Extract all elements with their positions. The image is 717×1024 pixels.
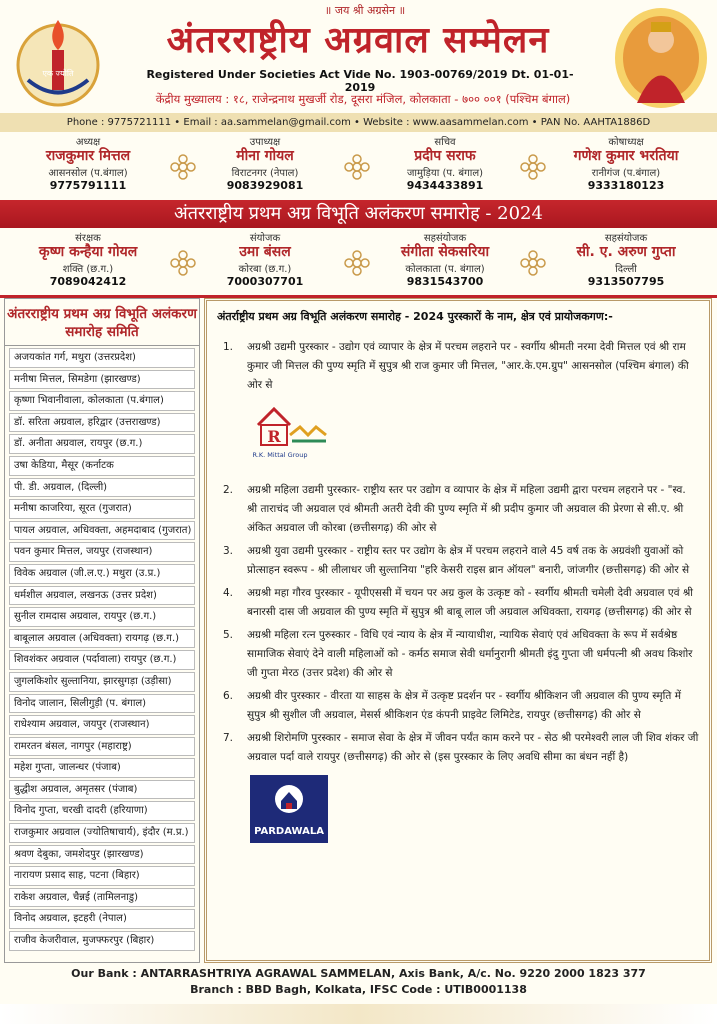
committee-member: शिवशंकर अग्रवाल (पर्दावाला) रायपुर (छ.ग.)	[9, 650, 195, 670]
svg-text:R.K. Mittal Group: R.K. Mittal Group	[252, 451, 308, 459]
agrasen-portrait	[612, 8, 710, 113]
contact-bar: Phone : 9775721111 • Email : aa.sammelan@gmail.com • Website : www.aasammelan.com • PAN No. AAHTA1886D	[0, 113, 717, 132]
officers-bottom	[0, 230, 717, 294]
committee-panel	[4, 298, 200, 963]
sammelan-logo	[8, 10, 108, 110]
svg-text:R: R	[267, 427, 281, 446]
officer-vice-president: उपाध्यक्ष मीना गोयल विराटनगर (नेपाल) 9083929081	[226, 137, 304, 192]
committee-member: जुगलकिशोर सुल्तानिया, झारसुगड़ा (उड़ीसा)	[9, 672, 195, 692]
officer-secretary: सचिव प्रदीप सराफ जामुड़िया (प. बंगाल) 9434433891	[406, 137, 484, 192]
committee-member: मनीषा काजरिया, सूरत (गुजरात)	[9, 499, 195, 519]
committee-member: विवेक अग्रवाल (जी.ल.ए.) मथुरा (उ.प्र.)	[9, 564, 195, 584]
motto: ॥ जय श्री अग्रसेन ॥	[324, 4, 406, 17]
bank-line-2: Branch : BBD Bagh, Kolkata, IFSC Code : UTIB0001138	[190, 983, 527, 996]
committee-member: राकेश अग्रवाल, चैन्नई (तामिलनाडु)	[9, 888, 195, 908]
officer-president: अध्यक्ष राजकुमार मित्तल आसनसोल (प.बंगाल) 9775791111	[45, 137, 131, 192]
officer-co-convener-1: सहसंयोजक संगीता सेकसरिया कोलकाता (प. बंगाल) 9831543700	[400, 233, 490, 288]
committee-list	[5, 348, 199, 951]
committee-member: मनीषा मित्तल, सिमडेगा (झारखण्ड)	[9, 370, 195, 390]
committee-member: पवन कुमार मित्तल, जयपुर (राजस्थान)	[9, 542, 195, 562]
award-item: 1. अग्रश्री उद्यमी पुरस्कार - उद्योग एवं व्यापार के क्षेत्र में परचम लहराने पर - स्वर्गीय श्रीमती नरमा देवी मित्तल एवं श्री राम कुमार जी मित्तल की पुण्य स्मृति में सुपुत्र श्री राज कुमार जी मित्तल, "आर.के.एम.ग्रुप" आसनसोल (पश्चिम बंगाल) की ओर से	[223, 341, 689, 391]
registration-line: Registered Under Societies Act Vide No. 1903-00769/2019 Dt. 01-01-2019	[146, 68, 574, 94]
bank-details	[0, 966, 717, 998]
committee-member: महेश गुप्ता, जालन्धर (पंजाब)	[9, 758, 195, 778]
officer-convener: संयोजक उमा बंसल कोरबा (छ.ग.) 7000307701	[226, 233, 304, 288]
svg-text:एक ज्योति: एक ज्योति	[42, 69, 74, 78]
committee-member: नारायण प्रसाद साह, पटना (बिहार)	[9, 866, 195, 886]
committee-member: विनोद अग्रवाल, इटहरी (नेपाल)	[9, 909, 195, 929]
committee-member: पायल अग्रवाल, अधिवक्ता, अहमदाबाद (गुजरात)	[9, 521, 195, 541]
award-item: 5. अग्रश्री महिला रत्न पुरुस्कार - विधि एवं न्याय के क्षेत्र में न्यायाधीश, न्यायिक सेवाएं एवं अधिवक्ता के रूप में सर्वश्रेष्ठ सामाजिक सेवाएं देने वाली महिलाओं को - कर्मठ समाज सेवी धर्मानुरागी श्रीमती इंदु गुप्ता जी धर्मपत्नी श्री अवध किशोर जी गुप्ता मेरठ (उत्तर प्रदेश) की ओर से	[223, 629, 693, 679]
footer-decoration	[0, 1004, 717, 1024]
committee-member: सुनील रामदास अग्रवाल, रायपुर (छ.ग.)	[9, 607, 195, 627]
bank-line-1: Our Bank : ANTARRASHTRIYA AGRAWAL SAMMELAN, Axis Bank, A/c. No. 9220 2000 1823 377	[71, 967, 646, 980]
committee-member: राजीव केजरीवाल, मुजफ्फरपुर (बिहार)	[9, 931, 195, 951]
awards-panel	[204, 298, 712, 963]
committee-member: राजकुमार अग्रवाल (ज्योतिषाचार्य), इंदौर (म.प्र.)	[9, 823, 195, 843]
awards-title: अंतर्राष्ट्रीय प्रथम अग्र विभूति अलंकरण समारोह - 2024 पुरस्कारों के नाम, क्षेत्र एवं प्रायोजकगण:-	[217, 310, 613, 323]
committee-member: विनोद जालान, सिलीगुड़ी (प. बंगाल)	[9, 694, 195, 714]
committee-member: डॉ. सरिता अग्रवाल, हरिद्वार (उत्तराखण्ड)	[9, 413, 195, 433]
award-item: 2. अग्रश्री महिला उद्यमी पुरस्कार- राष्ट्रीय स्तर पर उद्योग व व्यापार के क्षेत्र में महिला उद्यमी द्वारा परचम लहराने पर - "स्व. श्री ताराचंद जी अग्रवाल एवं श्रीमती अतरी देवी की पुण्य स्मृति में श्री प्रदीप कुमार जी अग्रवाल की प्रेरणा से सी.ए. श्री अंकित अग्रवाल जी कोरबा (छत्तीसगढ़) की ओर से	[223, 484, 686, 534]
committee-member: धर्मशील अग्रवाल, लखनऊ (उत्तर प्रदेश)	[9, 586, 195, 606]
committee-member: श्रवण देबुका, जमशेदपुर (झारखण्ड)	[9, 845, 195, 865]
officers-top	[0, 134, 717, 200]
committee-member: रामरतन बंसल, नागपुर (महाराष्ट्र)	[9, 737, 195, 757]
officer-co-convener-2: सहसंयोजक सी. ए. अरुण गुप्ता दिल्ली 9313507795	[576, 233, 676, 288]
event-banner: अंतरराष्ट्रीय प्रथम अग्र विभूति अलंकरण समारोह - 2024	[0, 200, 717, 228]
award-item: 6. अग्रश्री वीर पुरस्कार - वीरता या साहस के क्षेत्र में उत्कृष्ट प्रदर्शन पर - स्वर्गीय श्रीकिशन जी अग्रवाल की पुण्य स्मृति में सुपुत्र श्री सुशील जी अग्रवाल, मेसर्स श्रीकिशन एंड कंपनी प्राइवेट लिमिटेड, रायपुर (छत्तीसगढ़) की ओर से	[223, 690, 681, 721]
committee-member: विनोद गुप्ता, चरखी दादरी (हरियाणा)	[9, 801, 195, 821]
officer-patron: संरक्षक कृष्ण कन्हैया गोयल शक्ति (छ.ग.) 7089042412	[38, 233, 138, 288]
org-title: अंतरराष्ट्रीय अग्रवाल सम्मेलन	[166, 19, 550, 61]
committee-member: कृष्णा भिवानीवाला, कोलकाता (प.बंगाल)	[9, 391, 195, 411]
address-line: केंद्रीय मुख्यालय : १८, राजेन्द्रनाथ मुखर्जी रोड, दूसरा मंजिल, कोलकाता - ७०० ००१ (पश्चिम बंगाल)	[155, 92, 571, 106]
officer-treasurer: कोषाध्यक्ष गणेश कुमार भरतिया रानीगंज (प.बंगाल) 9333180123	[573, 137, 679, 192]
award-item: 4. अग्रश्री महा गौरव पुरस्कार - यूपीएससी में चयन पर अग्र कुल के उत्कृष्ट को - स्वर्गीय श्रीमती चमेली देवी अग्रवाल एवं श्री बनारसी दास जी अग्रवाल की पुण्य स्मृति में सुपुत्र श्री बाबू लाल जी अग्रवाल अधिवक्ता, रायगढ़ (छत्तीसगढ़) की ओर से	[223, 587, 694, 618]
committee-member: उषा केडिया, मैसूर (कर्नाटक	[9, 456, 195, 476]
committee-member: बुद्धीश अग्रवाल, अमृतसर (पंजाब)	[9, 780, 195, 800]
committee-member: राधेश्याम अग्रवाल, जयपुर (राजस्थान)	[9, 715, 195, 735]
pardawala-logo: PARDAWALA	[250, 775, 328, 843]
committee-member: बाबूलाल अग्रवाल (अधिवक्ता) रायगढ़ (छ.ग.)	[9, 629, 195, 649]
rk-mittal-logo	[252, 403, 332, 461]
committee-member: डॉ. अनीता अग्रवाल, रायपुर (छ.ग.)	[9, 434, 195, 454]
committee-heading: अंतरराष्ट्रीय प्रथम अग्र विभूति अलंकरण समारोह समिति	[5, 299, 199, 346]
award-item: 7. अग्रश्री शिरोमणि पुरस्कार - समाज सेवा के क्षेत्र में जीवन पर्यंत काम करने पर - सेठ श्री परमेश्वरी लाल जी शिव शंकर जी अग्रवाल पर्दा वाले रायपुर (छत्तीसगढ़) की ओर से (इस पुरस्कार के लिए अवधि सीमा का बंधन नहीं है)	[223, 732, 699, 763]
committee-member: अजयकांत गर्ग, मथुरा (उत्तरप्रदेश)	[9, 348, 195, 368]
award-item: 3. अग्रश्री युवा उद्यमी पुरस्कार - राष्ट्रीय स्तर पर उद्योग के क्षेत्र में परचम लहराने वाले 45 वर्ष तक के अग्रवंशी युवाओं को प्रोत्साहन स्वरूप - श्री लीलाधर जी सुल्तानिया "हरि केसरी राइस ब्रान ऑयल" बनारी, जांजगीर (छत्तीसगढ़) की ओर से	[223, 545, 690, 576]
committee-member: पी. डी. अग्रवाल, (दिल्ली)	[9, 478, 195, 498]
